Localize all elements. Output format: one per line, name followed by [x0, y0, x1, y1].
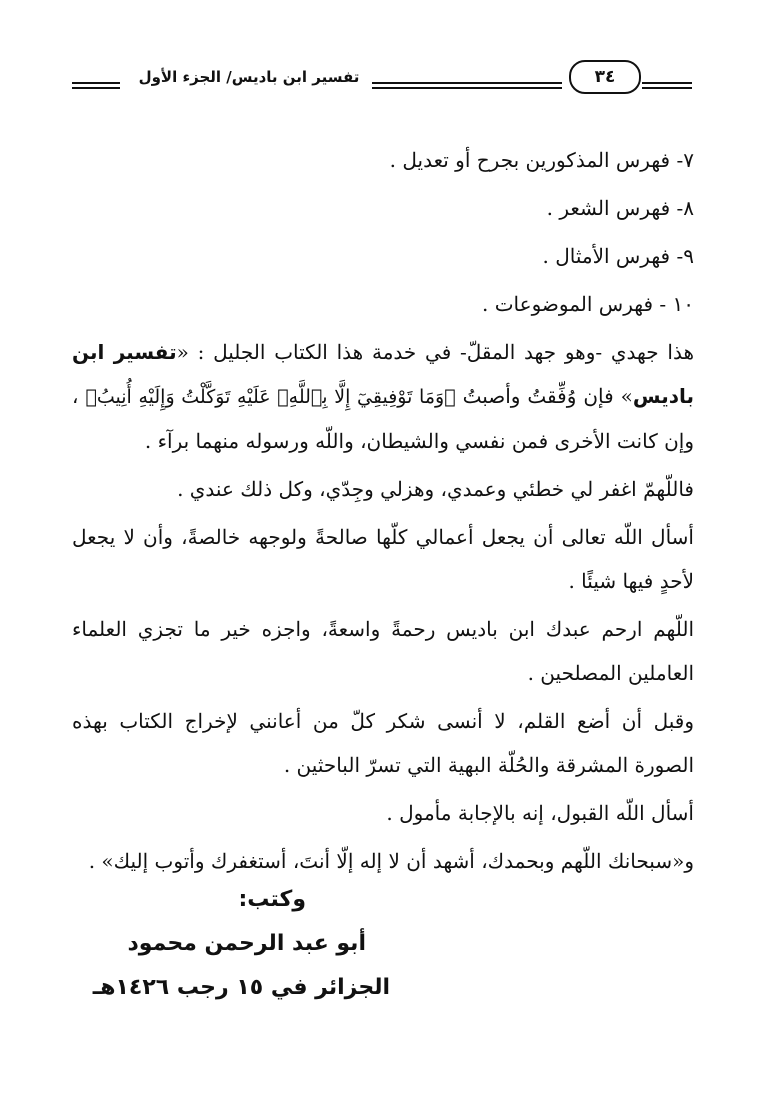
page-number: ٣٤ — [569, 60, 641, 94]
header-rule-left — [72, 82, 120, 89]
running-title: تفسير ابن باديس/ الجزء الأول — [138, 68, 360, 86]
header-rule-right — [642, 82, 692, 89]
header-rule-middle — [372, 82, 562, 89]
list-item: ٩- فهرس الأمثال . — [542, 244, 694, 268]
paragraph: اللّهم ارحم عبدك ابن باديس رحمةً واسعةً، واجزه خير ما تجزي العلماء العاملين المصلحين . — [72, 617, 694, 685]
list-item: ١٠ - فهرس الموضوعات . — [482, 292, 694, 316]
paragraph: أسأل اللّه القبول، إنه بالإجابة مأمول . — [386, 801, 694, 825]
paragraph: وقبل أن أضع القلم، لا أنسى شكر كلّ من أعانني لإخراج الكتاب بهذه الصورة المشرقة والحُلّة البهية التي تسرّ الباحثين . — [72, 709, 694, 777]
place-date: الجزائر في ١٥ رجب ١٤٢٦هـ — [92, 975, 390, 1000]
quran-verse: ﴿وَمَا تَوْفِيقِيٓ إِلَّا بِٱللَّهِۚ عَلَيْهِ تَوَكَّلْتُ وَإِلَيْهِ أُنِيبُ﴾ — [85, 386, 456, 408]
dedication-paragraph — [72, 330, 694, 463]
para-lead: هذا جهدي -وهو جهد المقلّ- في خدمة هذا الكتاب الجليل : « — [176, 340, 695, 364]
written-by: وكتب: — [238, 887, 306, 912]
para-tail: ، وإن كانت الأخرى فمن نفسي والشيطان، واللّه ورسوله منهما برآء . — [72, 384, 694, 453]
para-mid: » فإن وُفِّقتُ وأصبتُ — [455, 384, 633, 408]
paragraph: فاللّهمّ اغفر لي خطئي وعمدي، وهزلي وجِدّي، وكل ذلك عندي . — [177, 477, 694, 501]
signature-block — [72, 878, 390, 1010]
list-item: ٨- فهرس الشعر . — [546, 196, 694, 220]
author-name: أبو عبد الرحمن محمود — [127, 931, 366, 956]
page-body — [72, 138, 694, 887]
book-title: تفسير ابن باديس — [72, 340, 694, 408]
paragraph: أسأل اللّه تعالى أن يجعل أعمالي كلّها صالحةً ولوجهه خالصةً، وأن لا يجعل لأحدٍ فيها شيئًا . — [72, 525, 694, 593]
list-item: ٧- فهرس المذكورين بجرح أو تعديل . — [389, 148, 694, 172]
paragraph: و«سبحانك اللّهم وبحمدك، أشهد أن لا إله إلّا أنتَ، أستغفرك وأتوب إليك» . — [88, 849, 694, 873]
page-header — [0, 58, 765, 108]
